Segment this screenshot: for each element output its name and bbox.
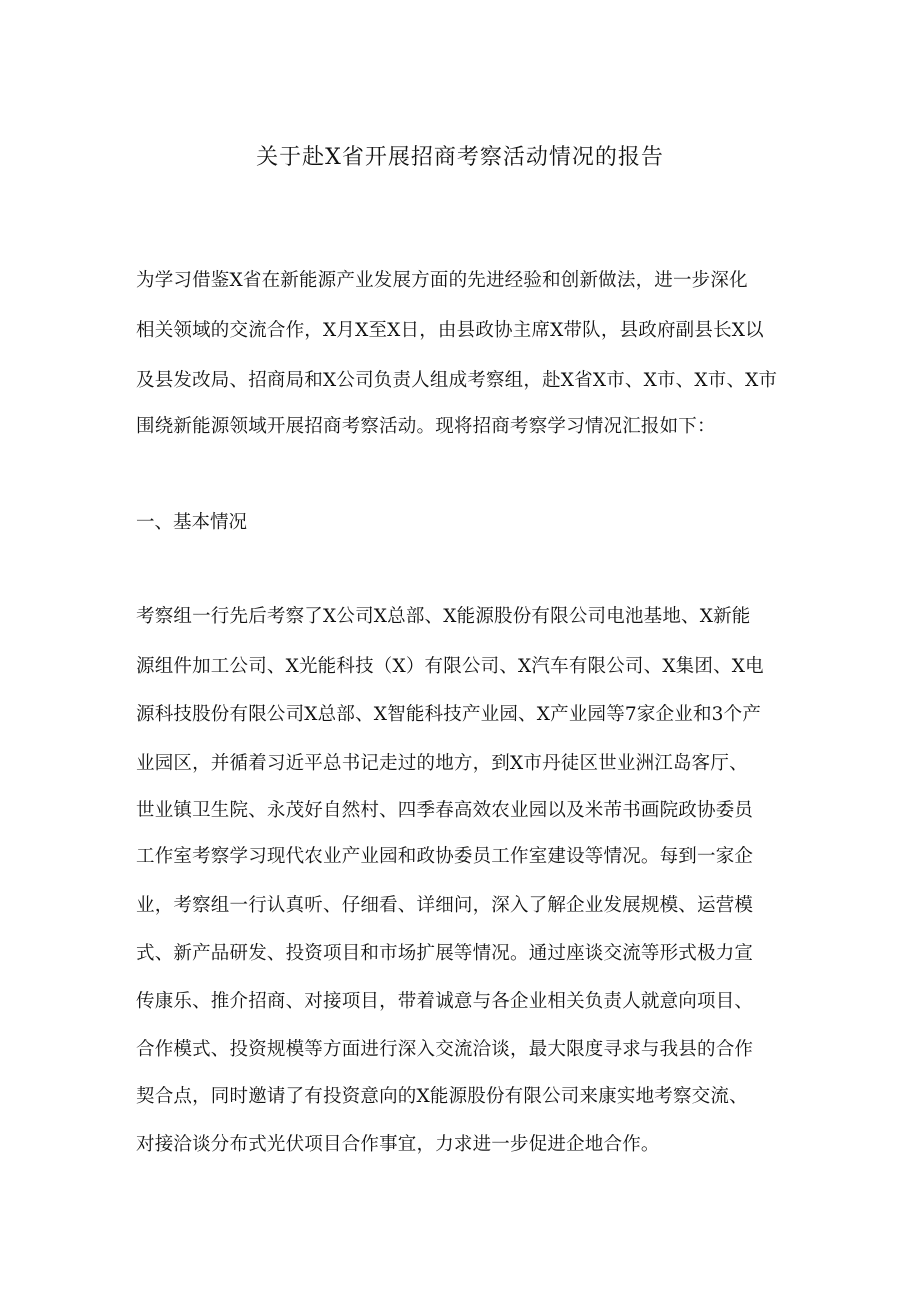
body-line: 契合点，同时邀请了有投资意向的X能源股份有限公司来康实地考察交流、 bbox=[136, 1086, 748, 1107]
document-title: 关于赴X省开展招商考察活动情况的报告 bbox=[256, 145, 664, 170]
intro-line: 及县发改局、招商局和X公司负责人组成考察组，赴X省X市、X市、X市、X市 bbox=[136, 370, 778, 391]
body-line: 世业镇卫生院、永茂好自然村、四季春高效农业园以及米芾书画院政协委员 bbox=[136, 800, 754, 821]
intro-line: 相关领域的交流合作，X月X至X日，由县政协主席X带队，县政府副县长X以 bbox=[136, 320, 764, 341]
body-line: 对接洽谈分布式光伏项目合作事宜，力求进一步促进企地合作。 bbox=[136, 1134, 660, 1155]
body-line: 业，考察组一行认真听、仔细看、详细问，深入了解企业发展规模、运营模 bbox=[136, 895, 754, 916]
body-line: 工作室考察学习现代农业产业园和政协委员工作室建设等情况。每到一家企 bbox=[136, 846, 754, 867]
body-line: 合作模式、投资规模等方面进行深入交流洽谈，最大限度寻求与我县的合作 bbox=[136, 1039, 754, 1060]
body-line: 传康乐、推介招商、对接项目，带着诚意与各企业相关负责人就意向项目、 bbox=[136, 991, 754, 1012]
body-line: 源科技股份有限公司X总部、X智能科技产业园、X产业园等7家企业和3个产 bbox=[136, 704, 762, 725]
body-line: 源组件加工公司、X光能科技（X）有限公司、X汽车有限公司、X集团、X电 bbox=[136, 656, 764, 677]
section-heading: 一、基本情况 bbox=[136, 512, 248, 533]
body-line: 业园区，并循着习近平总书记走过的地方，到X市丹徒区世业洲江岛客厅、 bbox=[136, 753, 748, 774]
body-line: 考察组一行先后考察了X公司X总部、X能源股份有限公司电池基地、X新能 bbox=[136, 606, 751, 627]
intro-line: 为学习借鉴X省在新能源产业发展方面的先进经验和创新做法，进一步深化 bbox=[136, 270, 748, 291]
intro-line: 围绕新能源领域开展招商考察活动。现将招商考察学习情况汇报如下： bbox=[136, 416, 716, 437]
body-line: 式、新产品研发、投资项目和市场扩展等情况。通过座谈交流等形式极力宣 bbox=[136, 943, 754, 964]
